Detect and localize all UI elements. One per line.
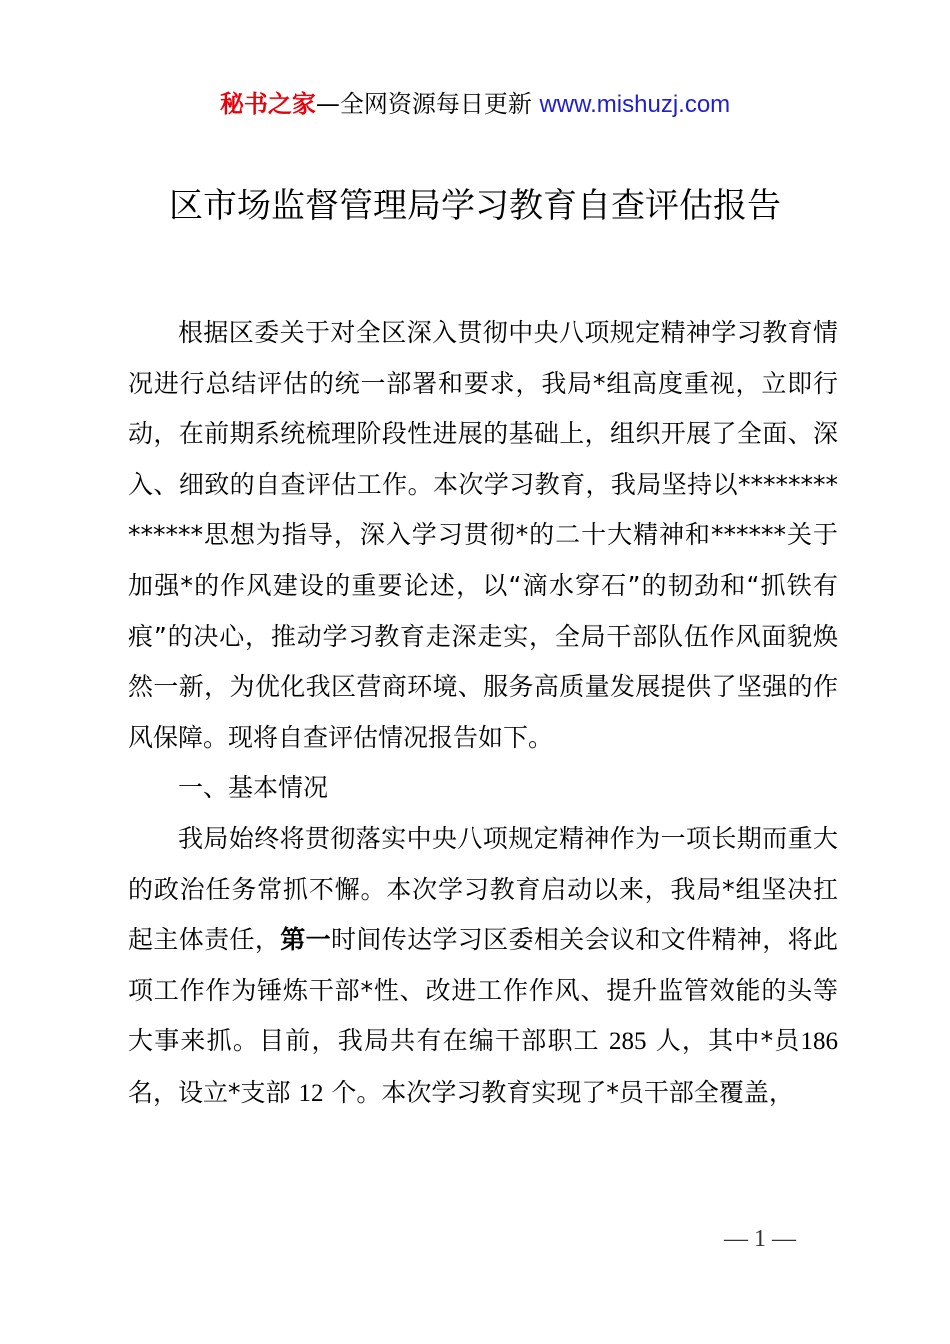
basic-situation-paragraph xyxy=(128,814,838,1120)
branch-count: 12 xyxy=(298,1079,324,1107)
paragraph-text: 我局始终将贯彻落实中央八项规定精神作为一项长期而重大的政治任务常抓不懈。本次学习教育启动以来，我局*组坚决扛起主体责任， xyxy=(128,823,838,955)
paragraph-text: 名，设立*支部 xyxy=(128,1077,299,1107)
document-title: 区市场监督管理局学习教育自查评估报告 xyxy=(169,186,781,226)
site-url-link[interactable]: www.mishuzj.com xyxy=(539,91,731,118)
member-count: 186 xyxy=(800,1028,839,1056)
site-tagline: —全网资源每日更新 xyxy=(315,90,540,118)
bold-text: 第一 xyxy=(280,925,331,955)
page-number: — 1 — xyxy=(724,1226,796,1252)
staff-count: 285 xyxy=(609,1028,647,1056)
intro-paragraph: 根据区委关于对全区深入贯彻中央八项规定精神学习教育情况进行总结评估的统一部署和要求，我局*组高度重视，立即行动，在前期系统梳理阶段性进展的基础上，组织开展了全面、深入、细致的自查评估工作。本次学习教育，我局坚持以**************思想为指导，深入学习贯彻*的二十大精神和******关于加强*的作风建设的重要论述，以“滴水穿石”的韧劲和“抓铁有痕”的决心，推动学习教育走深走实，全局干部队伍作风面貌焕然一新，为优化我区营商环境、服务高质量发展提供了坚强的作风保障。现将自查评估情况报告如下。 xyxy=(128,318,838,752)
paragraph-text: 人，其中*员 xyxy=(646,1026,801,1056)
paragraph-text: 个。本次学习教育实现了*员干部全覆盖， xyxy=(323,1077,794,1107)
paragraph-text: 时间传达学习区委相关会议和文件精神，将此项工作作为锤炼干部*性、改进工作作风、提升监管效能的头等大事来抓。目前，我局共有在编干部职工 xyxy=(128,925,838,1056)
site-brand: 秘书之家 xyxy=(219,90,316,118)
section-heading-basic-situation: 一、基本情况 xyxy=(178,773,329,803)
document-body xyxy=(128,308,838,1120)
site-header xyxy=(0,86,950,123)
